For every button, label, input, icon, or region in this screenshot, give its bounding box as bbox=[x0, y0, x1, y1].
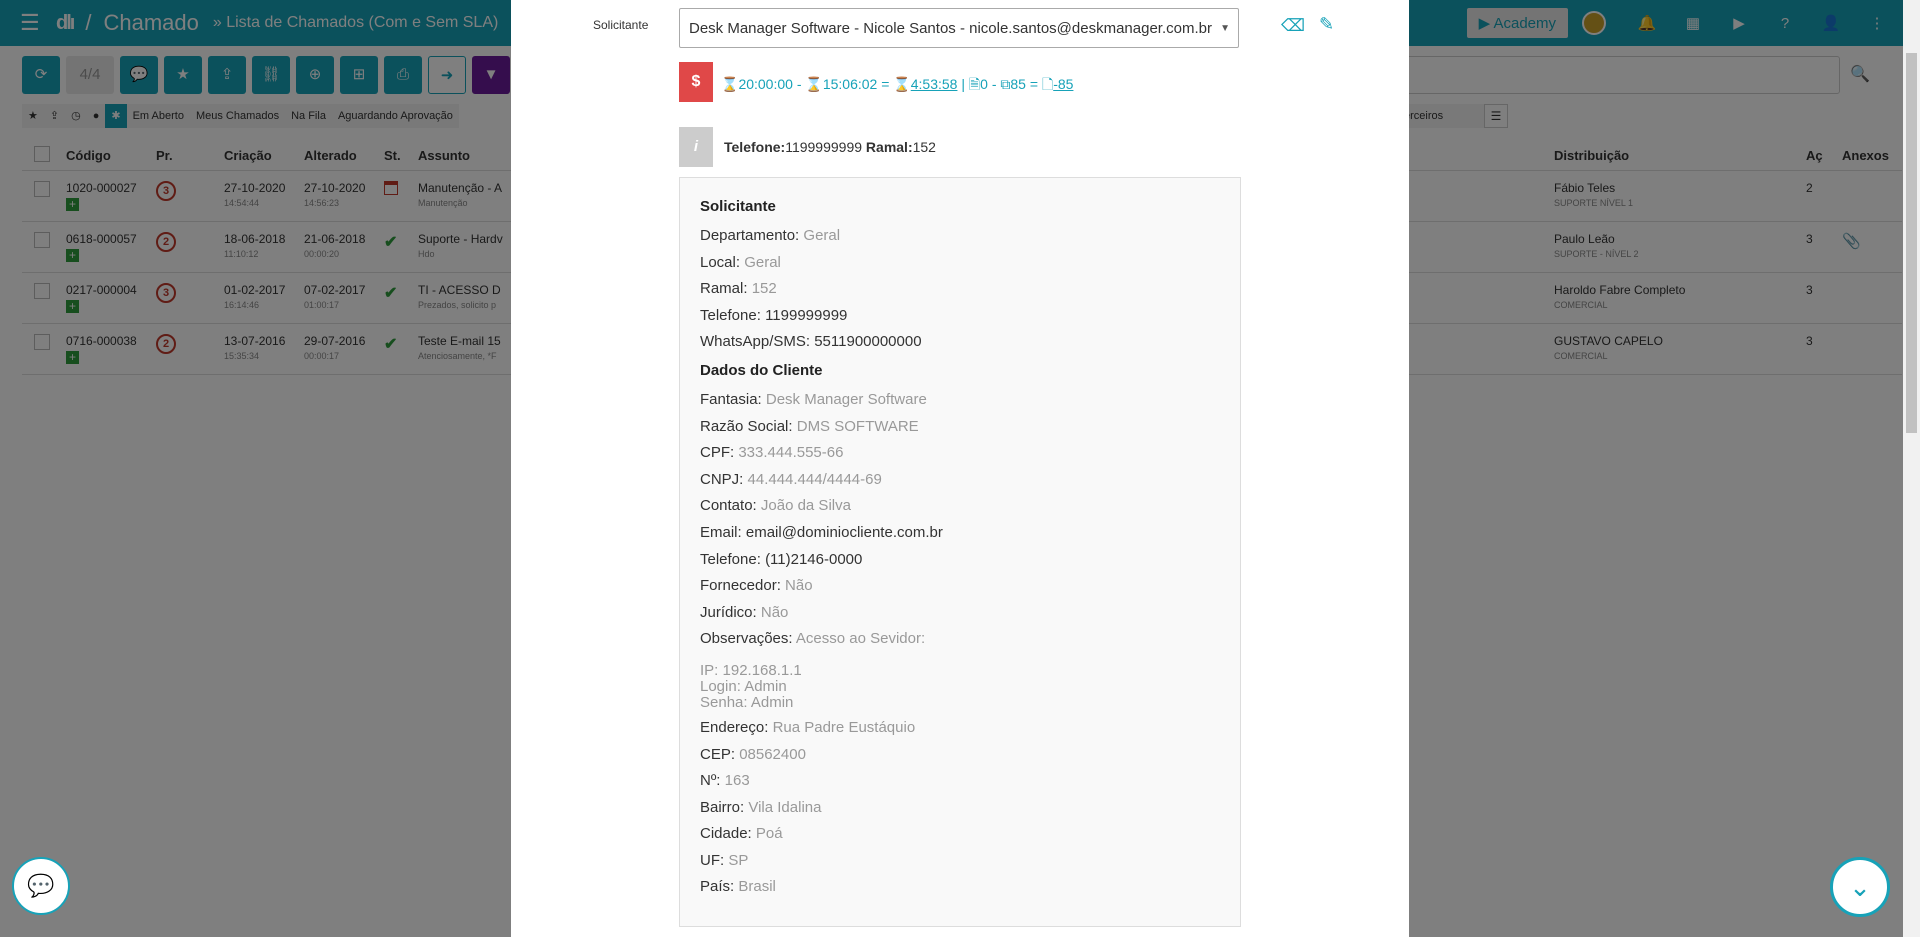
phone-line bbox=[724, 139, 936, 155]
field-telefone: Telefone: 1199999999 bbox=[700, 306, 848, 324]
obs-ip: IP: 192.168.1.1 bbox=[700, 661, 802, 679]
ramal-value: 152 bbox=[912, 139, 936, 155]
observacoes-body bbox=[700, 663, 1220, 711]
file-icon: 🗋 bbox=[1041, 76, 1054, 92]
field-numero: Nº: 163 bbox=[700, 772, 750, 790]
chevron-down-icon[interactable]: ▼ bbox=[1220, 23, 1230, 34]
field-pais: País: Brasil bbox=[700, 878, 776, 896]
field-observacoes: Observações: Acesso ao Sevidor: bbox=[700, 630, 926, 648]
field-email: Email: email@dominiocliente.com.br bbox=[700, 523, 943, 541]
document-icon: 🗎 bbox=[968, 76, 981, 92]
tel-label: Telefone: bbox=[724, 139, 786, 155]
field-uf: UF: SP bbox=[700, 851, 749, 869]
field-ramal: Ramal: 152 bbox=[700, 280, 777, 298]
field-cpf: CPF: 333.444.555-66 bbox=[700, 444, 844, 462]
hourglass-icon: ⌛ bbox=[893, 76, 911, 92]
info-icon[interactable]: i bbox=[679, 127, 713, 167]
field-razao-social: Razão Social: DMS SOFTWARE bbox=[700, 417, 919, 435]
eraser-icon[interactable]: ⌫ bbox=[1281, 16, 1306, 35]
solicitante-value: Desk Manager Software - Nicole Santos - nicole.santos@deskmanager.com.br bbox=[689, 20, 1212, 37]
field-juridico: Jurídico: Não bbox=[700, 603, 789, 621]
sla-count-b: 85 bbox=[1010, 76, 1026, 92]
sla-remaining[interactable]: 4:53:58 bbox=[910, 76, 958, 92]
pencil-icon[interactable]: ✎ bbox=[1319, 14, 1335, 34]
field-bairro: Bairro: Vila Idalina bbox=[700, 798, 822, 816]
sla-total: 20:00:00 bbox=[738, 76, 793, 92]
field-departamento: Departamento: Geral bbox=[700, 227, 841, 244]
scrollbar-thumb[interactable] bbox=[1906, 53, 1917, 433]
sla-count-result[interactable]: -85 bbox=[1053, 76, 1074, 92]
ticket-modal bbox=[511, 0, 1409, 937]
field-cidade: Cidade: Poá bbox=[700, 825, 783, 843]
chevron-down-icon[interactable]: ⌄ bbox=[1830, 857, 1890, 917]
dollar-icon[interactable]: $ bbox=[679, 62, 713, 102]
sla-used: 15:06:02 bbox=[822, 76, 878, 92]
field-local: Local: Geral bbox=[700, 253, 781, 271]
field-whatsapp: WhatsApp/SMS: 5511900000000 bbox=[700, 333, 922, 351]
chat-bubble-icon[interactable]: 💬 bbox=[12, 857, 70, 915]
hourglass-icon: ⌛ bbox=[805, 76, 823, 92]
cliente-heading: Dados do Cliente bbox=[700, 361, 823, 379]
field-fantasia: Fantasia: Desk Manager Software bbox=[700, 390, 927, 408]
field-cep: CEP: 08562400 bbox=[700, 745, 806, 763]
sla-count-a: 0 bbox=[980, 76, 988, 92]
solicitante-label: Solicitante bbox=[593, 18, 649, 32]
page-scrollbar[interactable] bbox=[1903, 0, 1920, 937]
hourglass-icon: ⌛ bbox=[721, 76, 739, 92]
field-cnpj: CNPJ: 44.444.444/4444-69 bbox=[700, 470, 882, 488]
tel-value: 1199999999 bbox=[785, 139, 863, 155]
solicitante-select[interactable] bbox=[679, 8, 1239, 48]
field-client-telefone: Telefone: (11)2146-0000 bbox=[700, 550, 863, 568]
obs-senha: Senha: Admin bbox=[700, 693, 794, 711]
sla-summary: ⌛20:00:00 - ⌛15:06:02 = ⌛4:53:58 | 🗎0 - ⧉85 = 🗋-85 bbox=[721, 76, 1074, 92]
requester-details-panel bbox=[679, 177, 1241, 927]
field-contato: Contato: João da Silva bbox=[700, 497, 851, 515]
obs-login: Login: Admin bbox=[700, 677, 787, 695]
ramal-label: Ramal: bbox=[865, 139, 913, 155]
field-endereco: Endereço: Rua Padre Eustáquio bbox=[700, 718, 916, 736]
copy-icon: ⧉ bbox=[1000, 76, 1011, 92]
field-fornecedor: Fornecedor: Não bbox=[700, 577, 813, 595]
solicitante-heading: Solicitante bbox=[700, 198, 776, 215]
